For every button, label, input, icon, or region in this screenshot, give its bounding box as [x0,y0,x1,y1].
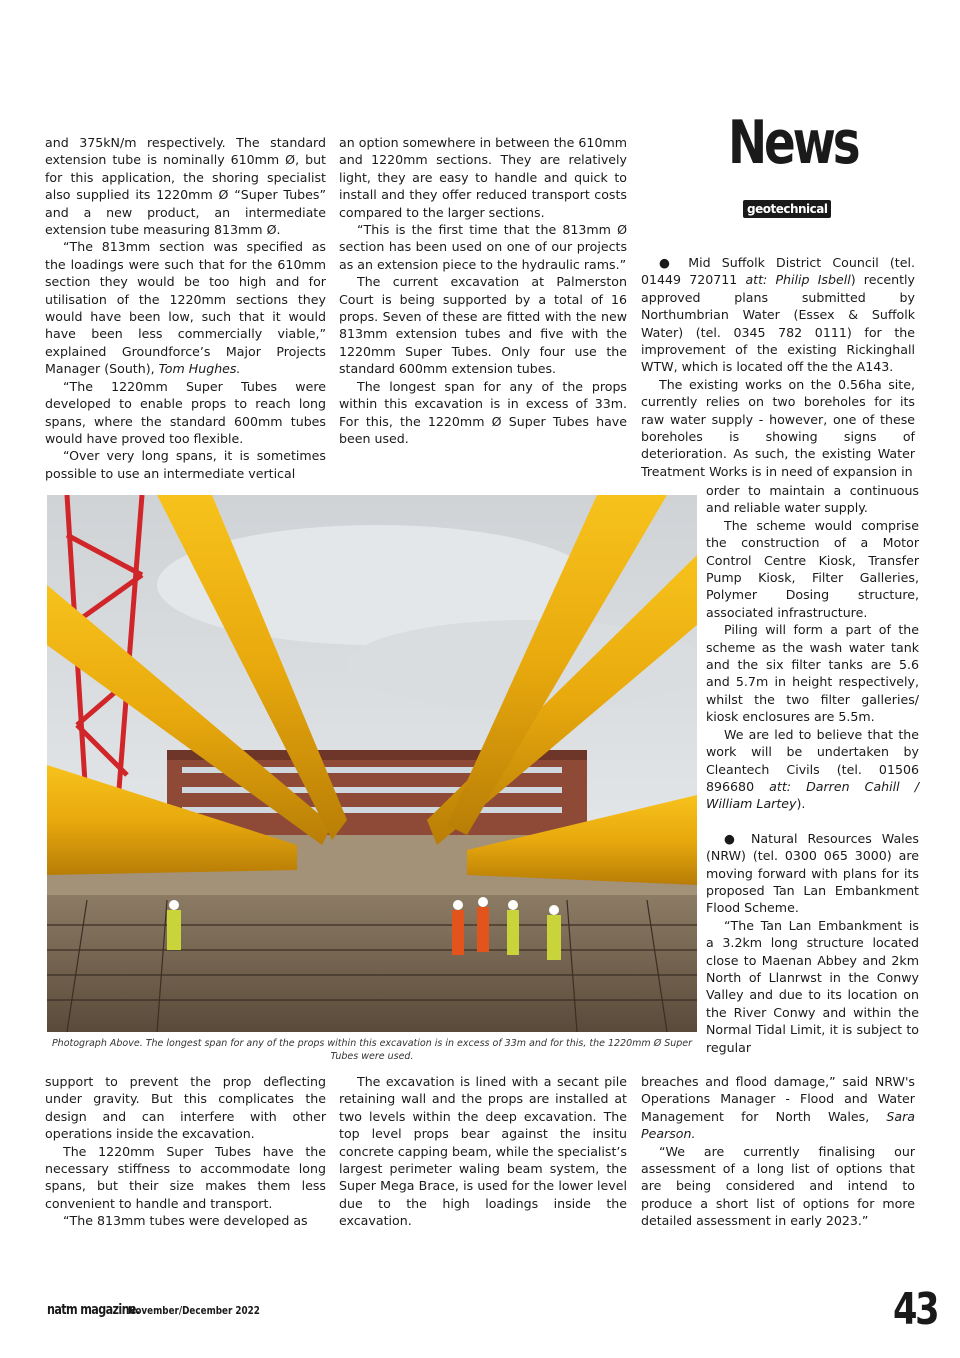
news-item-mid-suffolk: ● Mid Suffolk District Council (tel. 01449 720711 att: Philip Isbell) recently approved plans submitted by Northumbrian Water (Essex & Suffolk Water) (tel. 0345 782 0111) for the improvement of the existing Rickinghall WTW, which is located off the the A143. [641,254,915,376]
magazine-name: natm magazine. [47,1302,140,1318]
paragraph: breaches and flood damage,” said NRW's Operations Manager - Flood and Water Management for North Wales, Sara Pearson. [641,1074,915,1142]
page-number: 43 [893,1284,938,1335]
paragraph: The scheme would comprise the construction of a Motor Control Centre Kiosk, Transfer Pump Kiosk, Filter Galleries, Polymer Dosing structure, associated infrastructure. [706,517,919,620]
issue-date: November/December 2022 [128,1304,260,1317]
paragraph: support to prevent the prop deflecting under gravity. But this complicates the design and can interfere with other operations inside the excavation. [45,1074,326,1142]
column-3-bottom [641,1073,915,1230]
paragraph: The 1220mm Super Tubes have the necessary stiffness to accommodate long spans, but their size makes them less convenient to handle and transport. [45,1143,326,1211]
photo-caption: Photograph Above. The longest span for any of the props within this excavation is in excess of 33m and for this, the 1220mm Ø Super Tubes were used. [51,1038,693,1062]
paragraph: an option somewhere in between the 610mm and 1220mm sections. They are relatively light, they are easy to handle and quick to install and they offer reduced transport costs compared to the larger sections. [339,135,627,220]
paragraph: The excavation is lined with a secant pile retaining wall and the props are installed at two levels within the deep excavation. The top level props bear against the insitu concrete capping beam, while the specialist’s largest perimeter waling beam system, the Super Mega Brace, is used for the lower level due to the high loadings inside the excavation. [339,1074,627,1229]
paragraph: and 375kN/m respectively. The standard extension tube is nominally 610mm Ø, but for this application, the shoring specialist also supplied its 1220mm Ø “Super Tubes” and a new product, an intermediate extension tube measuring 813mm Ø. [45,135,326,238]
paragraph: The longest span for any of the props within this excavation is in excess of 33m. For this, the 1220mm Ø Super Tubes have been used. [339,378,627,446]
paragraph: “We are currently finalising our assessment of a long list of options that are being considered and intend to produce a short list of options for more detailed assessment in early 2023.” [641,1143,915,1229]
news-item-nrw: ● Natural Resources Wales (NRW) (tel. 0300 065 3000) are moving forward with plans for its proposed Tan Lan Embankment Flood Scheme. [706,830,919,917]
paragraph: Piling will form a part of the scheme as the wash water tank and the six filter tanks are 5.6 and 5.7m in height respectively, whilst the two filter galleries/ kiosk enclosures are 5.5m. [706,622,919,725]
column-3-top [641,254,915,480]
paragraph: The current excavation at Palmerston Court is being supported by a total of 16 props. Seven of these are fitted with the new 813mm extension tubes and five with the 1220mm Super Tubes. Only four use the standard 600mm extension tubes. [339,274,627,377]
column-2-top [339,134,627,447]
paragraph: We are led to believe that the work will be undertaken by Cleantech Civils (tel. 01506 896680 att: Darren Cahill / William Lartey). [706,726,919,812]
section-title: News [728,108,858,178]
column-1-bottom [45,1073,326,1230]
paragraph: “Over very long spans, it is sometimes possible to use an intermediate vertical [45,448,326,481]
section-badge: geotechnical [743,200,831,218]
paragraph: “This is the first time that the 813mm Ø section has been used on one of our projects as an extension piece to the hydraulic rams.” [339,222,627,272]
excavation-photo-illustration [47,495,697,1032]
paragraph: “The 1220mm Super Tubes were developed to enable props to reach long spans, where the standard 600mm tubes would have proved too flexible. [45,378,326,446]
paragraph: “The 813mm tubes were developed as [63,1213,308,1229]
column-3-wrap [706,482,919,1056]
paragraph: order to maintain a continuous and reliable water supply. [706,483,919,516]
column-2-bottom [339,1073,627,1230]
paragraph: “The Tan Lan Embankment is a 3.2km long structure located close to Maenan Abbey and 2km North of Llanrwst in the Conwy Valley and due to its location on the River Conwy and within the Normal Tidal Limit, it is subject to regular [706,917,919,1055]
column-1-top [45,134,326,482]
paragraph: The existing works on the 0.56ha site, currently relies on two boreholes for its raw water supply - however, one of these boreholes is showing signs of deterioration. As such, the existing Water Treatment Works is in need of expansion in [641,376,915,479]
excavation-photo [47,495,697,1032]
paragraph: “The 813mm section was specified as the loadings were such that for the 610mm section they would be too high and for utilisation of the 1220mm sections they would have been low, such that it would have been less commercially viable,” explained Groundforce’s Major Projects Manager (South), Tom Hughes. [45,239,326,377]
